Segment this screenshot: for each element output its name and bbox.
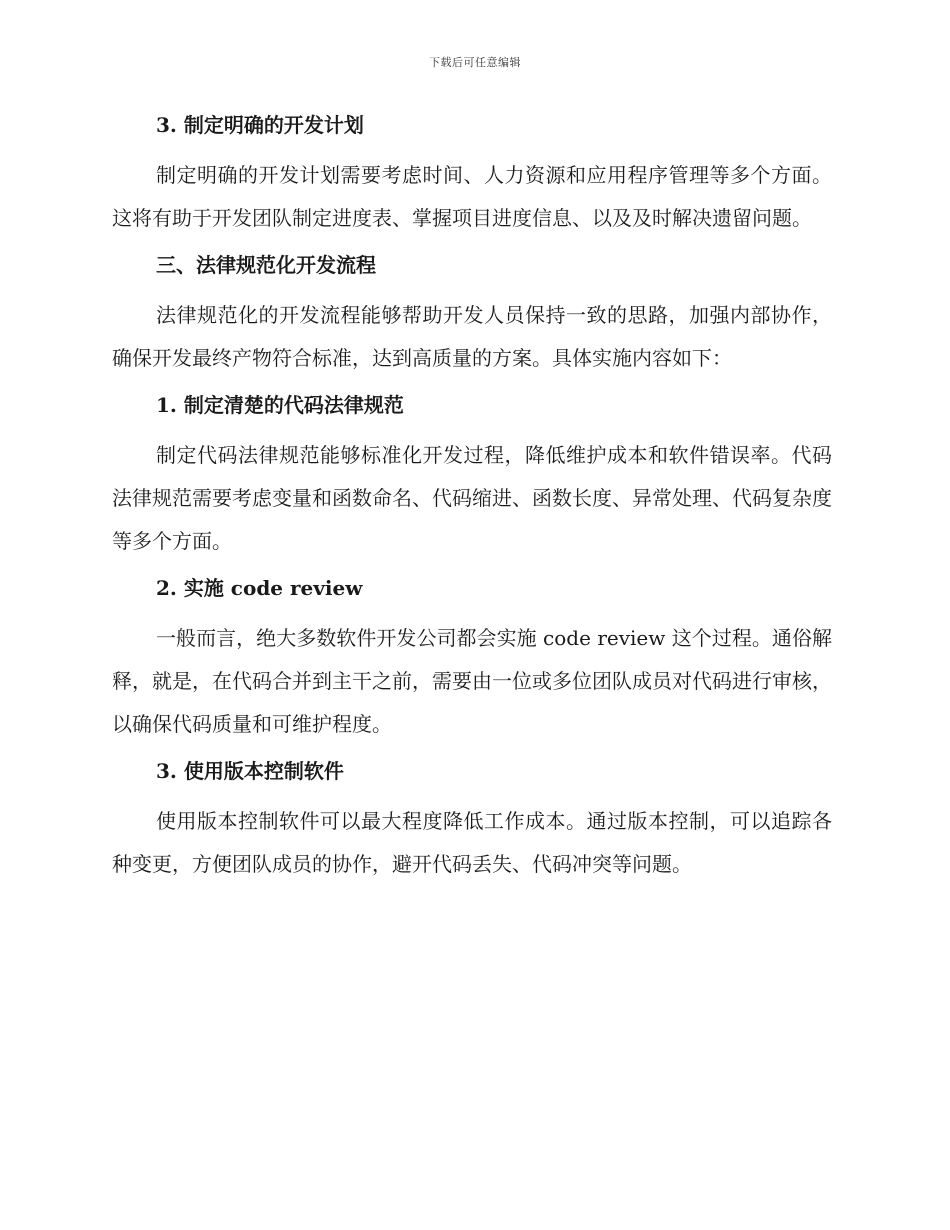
subheading-code-review: 2. 实施 code review bbox=[156, 576, 363, 600]
subheading-dev-plan: 3. 制定明确的开发计划 bbox=[156, 113, 364, 137]
subheading-version-control: 3. 使用版本控制软件 bbox=[156, 759, 344, 783]
paragraph-code-standards: 制定代码法律规范能够标准化开发过程，降低维护成本和软件错误率。代码法律规范需要考虑变量和函数命名、代码缩进、函数长度、异常处理、代码复杂度等多个方面。 bbox=[112, 443, 832, 553]
paragraph-version-control: 使用版本控制软件可以最大程度降低工作成本。通过版本控制，可以追踪各种变更，方便团队成员的协作，避开代码丢失、代码冲突等问题。 bbox=[112, 809, 832, 876]
paragraph-legal-process: 法律规范化的开发流程能够帮助开发人员保持一致的思路，加强内部协作，确保开发最终产物符合标准，达到高质量的方案。具体实施内容如下： bbox=[112, 303, 832, 370]
page-header: 下载后可任意编辑 bbox=[429, 56, 521, 69]
subheading-code-standards: 1. 制定清楚的代码法律规范 bbox=[156, 393, 404, 417]
paragraph-code-review: 一般而言，绝大多数软件开发公司都会实施 code review 这个过程。通俗解释，就是，在代码合并到主干之前，需要由一位或多位团队成员对代码进行审核，以确保代码质量和可维护程度。 bbox=[112, 626, 832, 736]
section-title-legal-process: 三、法律规范化开发流程 bbox=[156, 253, 376, 277]
document-body bbox=[112, 108, 832, 894]
paragraph-dev-plan: 制定明确的开发计划需要考虑时间、人力资源和应用程序管理等多个方面。这将有助于开发团队制定进度表、掌握项目进度信息、以及及时解决遗留问题。 bbox=[112, 163, 832, 230]
